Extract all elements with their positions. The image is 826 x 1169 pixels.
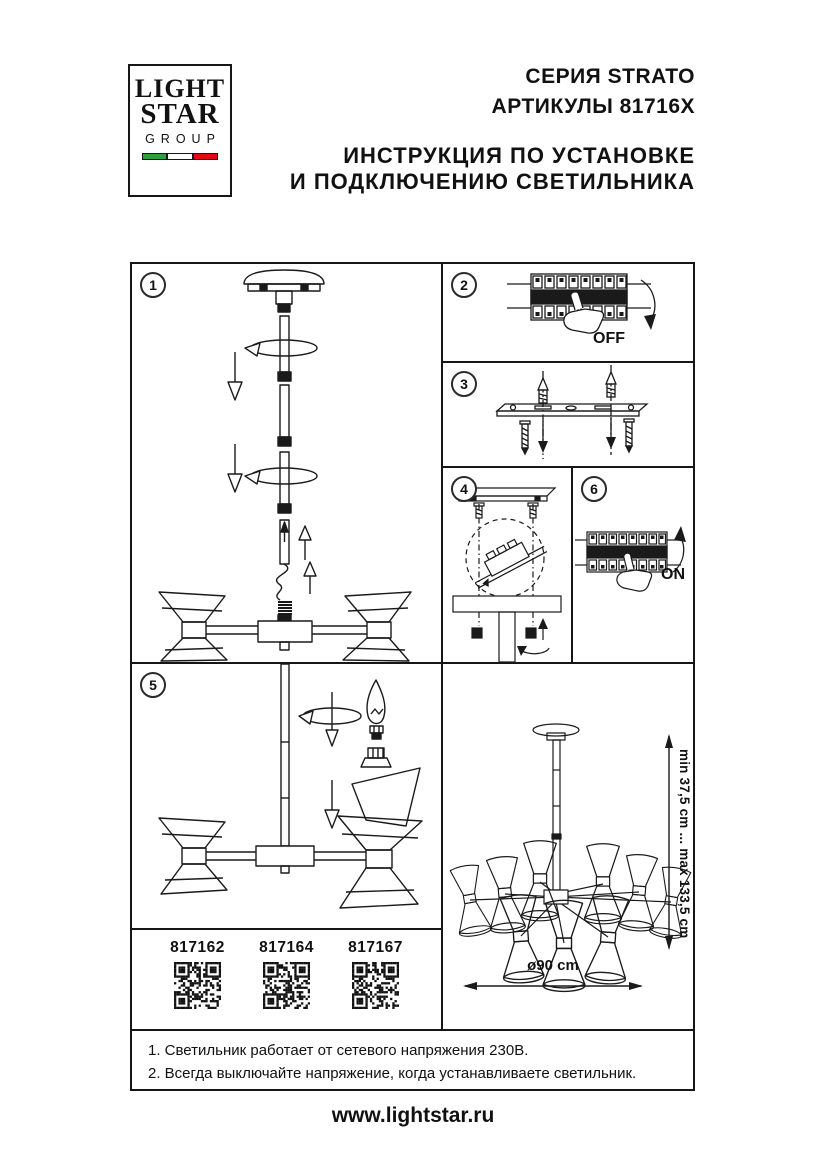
bowtie-shade	[159, 818, 227, 894]
cable-spring	[278, 602, 292, 614]
rotation-arrow-icon	[245, 468, 317, 484]
note-line-2: 2. Всегда выключайте напряжение, когда устанавливаете светильник.	[148, 1065, 637, 1082]
step-panel-4	[441, 466, 573, 664]
qr-item	[341, 939, 411, 1009]
rotation-arrow-icon	[299, 692, 361, 746]
screw-head	[472, 628, 482, 638]
instruction-title-line2: И ПОДКЛЮЧЕНИЮ СВЕТИЛЬНИКА	[289, 169, 695, 194]
lightstar-logo	[128, 64, 232, 197]
power-cable	[277, 564, 288, 600]
terminal-block	[466, 529, 549, 592]
socket-ring	[361, 748, 391, 767]
qr-article-number: 817167	[348, 939, 403, 956]
off-label: OFF	[593, 330, 625, 347]
qr-code	[174, 962, 221, 1009]
canopy-plate	[453, 596, 561, 612]
rotation-arrow-icon	[245, 340, 317, 356]
height-dimension-arrow	[665, 734, 673, 950]
screw	[520, 421, 530, 454]
italian-flag-icon	[142, 153, 218, 160]
central-hub	[258, 621, 312, 642]
header-titles	[290, 62, 695, 195]
curved-arrow-down-icon	[641, 280, 656, 330]
screw	[624, 419, 634, 452]
qr-code	[352, 962, 399, 1009]
rod	[499, 612, 515, 662]
up-arrow-icon	[304, 562, 316, 594]
up-arrow-icon	[299, 526, 311, 560]
step-panel-5	[130, 662, 443, 930]
instruction-title-line1: ИНСТРУКЦИЯ ПО УСТАНОВКЕ	[343, 143, 695, 168]
instruction-title	[290, 143, 695, 195]
flag-white-stripe	[167, 153, 192, 160]
arms	[470, 882, 671, 943]
step-number-badge: 1	[140, 272, 166, 298]
chandelier-dimensions-diagram	[443, 664, 693, 1029]
down-arrow-icon	[606, 417, 616, 449]
qr-code	[263, 962, 310, 1009]
mounting-bar	[497, 404, 647, 416]
breaker-off-diagram	[443, 264, 693, 361]
height-range-label: min 37,5 cm ... max 133,5 cm	[677, 749, 692, 939]
series-title: СЕРИЯ STRATO	[525, 65, 695, 88]
step-panel-3	[441, 361, 695, 468]
down-arrow-icon	[228, 352, 242, 400]
pointing-hand-icon	[617, 553, 652, 591]
articles-title: АРТИКУЛЫ 81716X	[491, 95, 695, 118]
dimensions-panel	[441, 662, 695, 1031]
central-hub	[256, 846, 314, 866]
wall-anchor	[606, 372, 616, 397]
notes-panel	[130, 1029, 695, 1091]
step-number-badge: 2	[451, 272, 477, 298]
on-label: ON	[661, 566, 685, 583]
step-panel-6	[571, 466, 695, 664]
step-number-badge: 4	[451, 476, 477, 502]
mounting-bracket-diagram	[443, 363, 693, 466]
logo-word-star: STAR	[140, 98, 220, 130]
wall-anchor	[538, 378, 548, 403]
qr-article-number: 817162	[170, 939, 225, 956]
qr-codes-panel	[130, 928, 443, 1031]
diameter-label: ø90 cm	[527, 957, 579, 974]
qr-article-number: 817164	[259, 939, 314, 956]
rod	[553, 740, 560, 890]
website-url: www.lightstar.ru	[331, 1104, 495, 1127]
shade-bulb-assembly-diagram	[132, 664, 441, 928]
ceiling-canopy	[244, 270, 324, 312]
ceiling-canopy	[533, 724, 579, 740]
rod-assembly-diagram	[132, 264, 441, 662]
candle-bulb-icon	[367, 680, 385, 739]
step-number-badge: 3	[451, 371, 477, 397]
bowtie-shade	[338, 816, 422, 908]
step-number-badge: 5	[140, 672, 166, 698]
down-arrow-icon	[228, 444, 242, 492]
logo-word-group: GROUP	[145, 132, 221, 146]
step-panel-2	[441, 262, 695, 363]
screw-head	[526, 628, 536, 638]
down-arrow-icon	[325, 780, 339, 828]
flag-red-stripe	[193, 153, 218, 160]
down-arrow-icon	[538, 421, 548, 453]
flag-green-stripe	[142, 153, 167, 160]
step-panel-1	[130, 262, 443, 664]
qr-item	[252, 939, 322, 1009]
qr-row	[132, 930, 441, 1009]
note-line-1: 1. Светильник работает от сетевого напряжения 230В.	[148, 1042, 529, 1059]
rod	[281, 664, 289, 846]
step-number-badge: 6	[581, 476, 607, 502]
qr-item	[163, 939, 233, 1009]
logo-word-light: LIGHT	[134, 74, 226, 103]
